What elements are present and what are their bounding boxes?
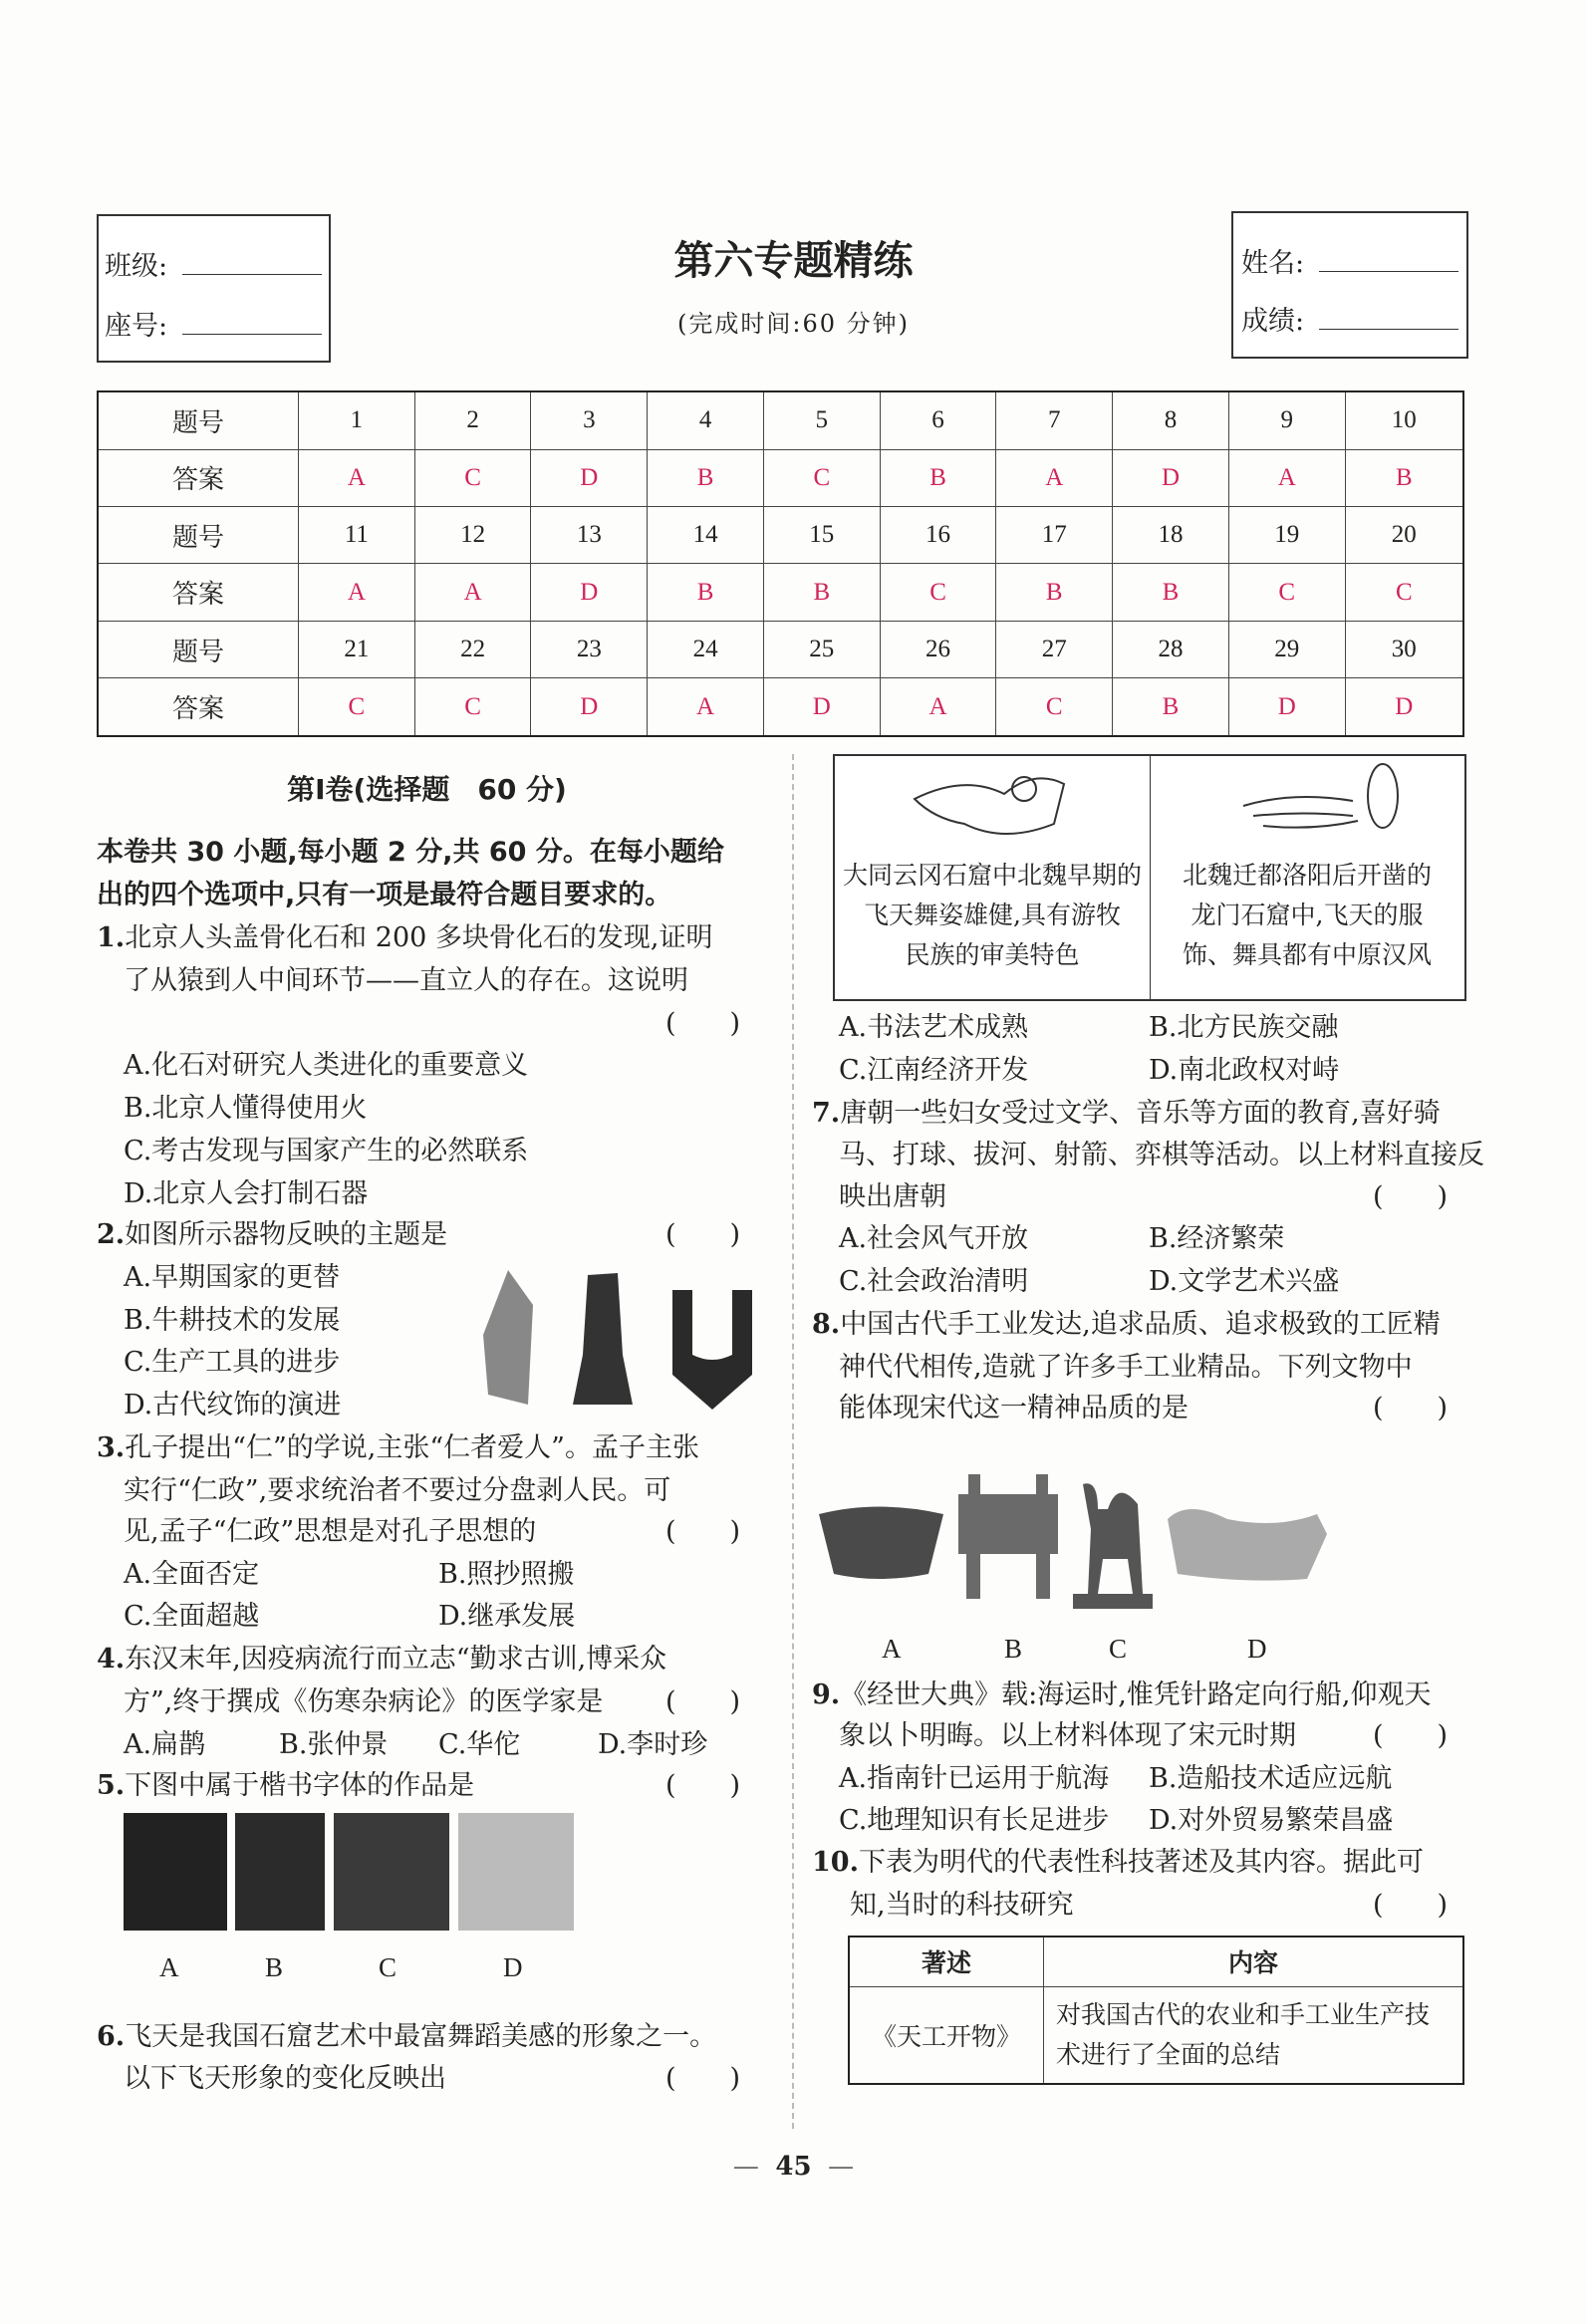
answer-cell: D bbox=[531, 564, 648, 621]
option-b: B.照抄照搬 bbox=[438, 1559, 575, 1590]
question-number-cell: 22 bbox=[414, 621, 531, 677]
answer-cell: D bbox=[1228, 678, 1345, 736]
question-number-cell: 12 bbox=[414, 507, 531, 564]
question-number: 4. bbox=[97, 1644, 126, 1675]
option-a: A.书法艺术成熟 bbox=[839, 1012, 1029, 1043]
score-field[interactable] bbox=[1319, 329, 1458, 330]
row-header-answer: 答案 bbox=[98, 678, 299, 736]
question-text: 下图中属于楷书字体的作品是 bbox=[125, 1770, 475, 1801]
tech-works-table bbox=[848, 1936, 1464, 2085]
question-number-row bbox=[98, 507, 1463, 564]
question-number-cell: 18 bbox=[1113, 507, 1229, 564]
answer-cell: B bbox=[996, 564, 1113, 621]
question-text: 飞天是我国石窟艺术中最富舞蹈美感的形象之一。 bbox=[125, 2021, 717, 2052]
question-4 bbox=[97, 1640, 666, 1679]
question-text: 象以卜明晦。以上材料体现了宋元时期 bbox=[839, 1720, 1296, 1751]
question-5 bbox=[97, 1766, 474, 1806]
page-number-value: 45 bbox=[775, 2152, 812, 2182]
flying-apsaras-figure bbox=[833, 754, 1466, 1001]
figure-caption-left: 飞天舞姿雄健,具有游牧 bbox=[864, 901, 1121, 929]
question-number-cell: 10 bbox=[1345, 391, 1463, 449]
option-d: D.北京人会打制石器 bbox=[124, 1178, 369, 1209]
question-number-cell: 6 bbox=[880, 391, 996, 449]
answer-cell: C bbox=[414, 449, 531, 506]
question-7 bbox=[812, 1094, 1441, 1134]
image-caption: A bbox=[159, 1952, 179, 1982]
calligraphy-image-c bbox=[334, 1813, 449, 1931]
question-number: 1. bbox=[97, 922, 126, 953]
answer-blank[interactable]: ( ) bbox=[665, 2063, 741, 2094]
question-number-cell: 11 bbox=[299, 507, 415, 564]
option-d: D.李时珍 bbox=[598, 1729, 708, 1760]
answer-blank[interactable]: ( ) bbox=[1373, 1181, 1449, 1212]
question-number: 10. bbox=[812, 1847, 859, 1878]
question-number: 7. bbox=[812, 1098, 841, 1129]
answer-row bbox=[98, 564, 1463, 621]
seat-label: 座号: bbox=[105, 311, 168, 342]
option-a: A.全面否定 bbox=[124, 1559, 260, 1590]
porcelain-pillow-image bbox=[1168, 1509, 1327, 1581]
question-text: 马、打球、拔河、射箭、弈棋等活动。以上材料直接反 bbox=[839, 1140, 1484, 1170]
answer-cell: A bbox=[299, 564, 415, 621]
answer-cell: A bbox=[414, 564, 531, 621]
answer-blank[interactable]: ( ) bbox=[1373, 1720, 1449, 1751]
figure-caption-right: 龙门石窟中,飞天的服 bbox=[1190, 901, 1424, 929]
question-number-cell: 30 bbox=[1345, 621, 1463, 677]
section-heading: 第Ⅰ卷(选择题 60 分) bbox=[287, 773, 567, 806]
answer-blank[interactable]: ( ) bbox=[665, 1008, 741, 1039]
option-b: B.张仲景 bbox=[279, 1729, 389, 1760]
question-text: 以下飞天形象的变化反映出 bbox=[124, 2063, 446, 2094]
answer-cell: C bbox=[299, 678, 415, 736]
answer-cell: A bbox=[648, 678, 764, 736]
question-number-cell: 3 bbox=[531, 391, 648, 449]
class-label: 班级: bbox=[105, 251, 168, 282]
figure-caption-left: 大同云冈石窟中北魏早期的 bbox=[842, 861, 1142, 890]
question-number-cell: 27 bbox=[996, 621, 1113, 677]
question-number-cell: 21 bbox=[299, 621, 415, 677]
answer-cell: A bbox=[1228, 449, 1345, 506]
answer-cell: D bbox=[763, 678, 880, 736]
artifact-images bbox=[809, 1449, 1496, 1629]
question-number-cell: 16 bbox=[880, 507, 996, 564]
question-6 bbox=[97, 2017, 716, 2057]
question-number: 2. bbox=[97, 1219, 126, 1250]
answer-cell: B bbox=[648, 449, 764, 506]
question-2 bbox=[97, 1215, 447, 1255]
answer-cell: A bbox=[996, 449, 1113, 506]
answer-cell: B bbox=[648, 564, 764, 621]
question-number-cell: 5 bbox=[763, 391, 880, 449]
option-c: C.生产工具的进步 bbox=[124, 1347, 341, 1378]
image-caption: D bbox=[503, 1952, 523, 1982]
page-title: 第六专题精练 bbox=[673, 237, 914, 284]
table-cell-content: 对我国古代的农业和手工业生产技术进行了全面的总结 bbox=[1044, 1986, 1464, 2084]
answer-cell: D bbox=[1345, 678, 1463, 736]
question-number-cell: 2 bbox=[414, 391, 531, 449]
question-number-cell: 29 bbox=[1228, 621, 1345, 677]
figure-caption-right: 北魏迁都洛阳后开凿的 bbox=[1182, 861, 1432, 890]
question-number-cell: 23 bbox=[531, 621, 648, 677]
question-number-cell: 20 bbox=[1345, 507, 1463, 564]
question-8 bbox=[812, 1305, 1441, 1345]
answer-cell: C bbox=[996, 678, 1113, 736]
option-b: B.北方民族交融 bbox=[1149, 1012, 1339, 1043]
answer-cell: D bbox=[531, 678, 648, 736]
option-c: C.考古发现与国家产生的必然联系 bbox=[124, 1136, 529, 1166]
answer-cell: C bbox=[414, 678, 531, 736]
answer-cell: B bbox=[880, 449, 996, 506]
option-a: A.指南针已运用于航海 bbox=[839, 1763, 1110, 1794]
answer-table bbox=[97, 390, 1464, 737]
calligraphy-image-b bbox=[235, 1813, 325, 1931]
option-d: D.对外贸易繁荣昌盛 bbox=[1149, 1805, 1394, 1836]
answer-cell: C bbox=[763, 449, 880, 506]
question-number-cell: 9 bbox=[1228, 391, 1345, 449]
question-number-cell: 24 bbox=[648, 621, 764, 677]
question-number: 9. bbox=[812, 1679, 841, 1710]
row-header-answer: 答案 bbox=[98, 564, 299, 621]
row-header-question: 题号 bbox=[98, 621, 299, 677]
answer-cell: C bbox=[1228, 564, 1345, 621]
figure-caption-left: 民族的审美特色 bbox=[905, 940, 1080, 969]
answer-row bbox=[98, 678, 1463, 736]
answer-cell: A bbox=[880, 678, 996, 736]
question-number-cell: 26 bbox=[880, 621, 996, 677]
answer-blank[interactable]: ( ) bbox=[1373, 1890, 1449, 1921]
question-number-cell: 14 bbox=[648, 507, 764, 564]
question-text: 下表为明代的代表性科技著述及其内容。据此可 bbox=[858, 1847, 1424, 1878]
option-b: B.造船技术适应远航 bbox=[1149, 1763, 1393, 1794]
question-number-cell: 4 bbox=[648, 391, 764, 449]
image-caption: A bbox=[882, 1634, 902, 1664]
longmen-apsara-drawing bbox=[1233, 761, 1413, 851]
section-intro: 出的四个选项中,只有一项是最符合题目要求的。 bbox=[97, 880, 672, 910]
time-limit: (完成时间:60 分钟) bbox=[677, 310, 910, 338]
name-label: 姓名: bbox=[1241, 248, 1305, 279]
row-header-question: 题号 bbox=[98, 391, 299, 449]
image-caption: C bbox=[1109, 1634, 1128, 1664]
question-number: 5. bbox=[97, 1770, 126, 1801]
name-score-box bbox=[1231, 211, 1468, 359]
answer-cell: D bbox=[531, 449, 648, 506]
answer-cell: C bbox=[880, 564, 996, 621]
answer-blank[interactable]: ( ) bbox=[1373, 1393, 1449, 1423]
answer-row bbox=[98, 449, 1463, 506]
question-text: 北京人头盖骨化石和 200 多块骨化石的发现,证明 bbox=[125, 922, 713, 953]
name-field[interactable] bbox=[1319, 271, 1458, 272]
answer-blank[interactable]: ( ) bbox=[665, 1516, 741, 1547]
page-number: — 45 — bbox=[732, 2152, 855, 2182]
iron-plough-image bbox=[672, 1290, 752, 1410]
answer-blank[interactable]: ( ) bbox=[665, 1686, 741, 1717]
question-10 bbox=[812, 1843, 1424, 1883]
question-text: 了从猿到人中间环节——直立人的存在。这说明 bbox=[124, 965, 688, 996]
question-number-cell: 17 bbox=[996, 507, 1113, 564]
question-text: 东汉末年,因疫病流行而立志“勤求古训,博采众 bbox=[125, 1644, 667, 1675]
option-a: A.化石对研究人类进化的重要意义 bbox=[124, 1050, 529, 1081]
question-3 bbox=[97, 1428, 699, 1468]
section-intro: 本卷共 30 小题,每小题 2 分,共 60 分。在每小题给 bbox=[97, 837, 724, 868]
option-b: B.北京人懂得使用火 bbox=[124, 1093, 368, 1124]
question-number-cell: 25 bbox=[763, 621, 880, 677]
question-number-cell: 7 bbox=[996, 391, 1113, 449]
question-text: 如图所示器物反映的主题是 bbox=[125, 1219, 448, 1250]
question-text: 能体现宋代这一精神品质的是 bbox=[839, 1393, 1189, 1423]
question-number-cell: 1 bbox=[299, 391, 415, 449]
figure-caption-right: 饰、舞具都有中原汉风 bbox=[1182, 940, 1432, 969]
camel-figurine-image bbox=[1073, 1483, 1153, 1609]
option-d: D.文学艺术兴盛 bbox=[1149, 1266, 1340, 1297]
question-text: 知,当时的科技研究 bbox=[850, 1890, 1074, 1921]
option-d: D.南北政权对峙 bbox=[1149, 1055, 1340, 1086]
table-cell-book: 《天工开物》 bbox=[849, 1986, 1044, 2084]
option-b: B.经济繁荣 bbox=[1149, 1223, 1285, 1254]
table-header: 著述 bbox=[849, 1937, 1044, 1986]
answer-cell: C bbox=[1345, 564, 1463, 621]
image-caption: D bbox=[1247, 1634, 1267, 1664]
question-number-cell: 8 bbox=[1113, 391, 1229, 449]
stone-basin-image bbox=[819, 1507, 943, 1580]
question-text: 见,孟子“仁政”思想是对孔子思想的 bbox=[124, 1516, 537, 1547]
bronze-ding-image bbox=[958, 1474, 1058, 1599]
option-d: D.继承发展 bbox=[438, 1601, 576, 1632]
stone-tool-image bbox=[483, 1270, 533, 1405]
option-c: C.江南经济开发 bbox=[839, 1055, 1029, 1086]
question-text: 孔子提出“仁”的学说,主张“仁者爱人”。孟子主张 bbox=[125, 1432, 699, 1463]
question-number-cell: 15 bbox=[763, 507, 880, 564]
answer-cell: B bbox=[1113, 564, 1229, 621]
question-number-cell: 19 bbox=[1228, 507, 1345, 564]
question-1 bbox=[97, 918, 712, 958]
option-a: A.扁鹊 bbox=[124, 1729, 206, 1760]
answer-cell: D bbox=[1113, 449, 1229, 506]
option-a: A.早期国家的更替 bbox=[124, 1262, 341, 1293]
option-c: C.华佗 bbox=[438, 1729, 521, 1760]
option-d: D.古代纹饰的演进 bbox=[124, 1390, 342, 1420]
answer-blank[interactable]: ( ) bbox=[665, 1770, 741, 1801]
question-number-row bbox=[98, 391, 1463, 449]
row-header-question: 题号 bbox=[98, 507, 299, 564]
stone-tool-images bbox=[478, 1265, 757, 1415]
table-header: 内容 bbox=[1044, 1937, 1464, 1986]
question-9 bbox=[812, 1676, 1431, 1715]
question-number-row bbox=[98, 621, 1463, 677]
question-text: 实行“仁政”,要求统治者不要过分盘剥人民。可 bbox=[124, 1475, 671, 1506]
option-c: C.地理知识有长足进步 bbox=[839, 1805, 1110, 1836]
bronze-tool-image bbox=[573, 1273, 633, 1405]
image-caption: C bbox=[379, 1952, 397, 1982]
option-c: C.全面超越 bbox=[124, 1601, 260, 1632]
question-text: 中国古代手工业发达,追求品质、追求极致的工匠精 bbox=[840, 1309, 1441, 1340]
answer-cell: B bbox=[763, 564, 880, 621]
question-number-cell: 28 bbox=[1113, 621, 1229, 677]
option-c: C.社会政治清明 bbox=[839, 1266, 1029, 1297]
answer-cell: B bbox=[1345, 449, 1463, 506]
question-text: 方”,终于撰成《伤寒杂病论》的医学家是 bbox=[124, 1686, 604, 1717]
option-a: A.社会风气开放 bbox=[839, 1223, 1029, 1254]
image-caption: B bbox=[1004, 1634, 1023, 1664]
question-text: 唐朝一些妇女受过文学、音乐等方面的教育,喜好骑 bbox=[840, 1098, 1441, 1129]
question-number-cell: 13 bbox=[531, 507, 648, 564]
question-text: 映出唐朝 bbox=[839, 1181, 946, 1212]
score-label: 成绩: bbox=[1241, 306, 1305, 337]
question-text: 《经世大典》载:海运时,惟凭针路定向行船,仰观天 bbox=[840, 1679, 1432, 1710]
answer-blank[interactable]: ( ) bbox=[665, 1219, 741, 1250]
calligraphy-image-a bbox=[124, 1813, 227, 1931]
option-b: B.牛耕技术的发展 bbox=[124, 1305, 341, 1336]
yungang-apsara-drawing bbox=[905, 764, 1084, 849]
image-caption: B bbox=[265, 1952, 284, 1982]
answer-cell: A bbox=[299, 449, 415, 506]
answer-cell: B bbox=[1113, 678, 1229, 736]
question-text: 神代代相传,造就了许多手工业精品。下列文物中 bbox=[839, 1352, 1413, 1383]
column-divider bbox=[792, 754, 794, 2129]
question-number: 6. bbox=[97, 2021, 126, 2052]
question-number: 3. bbox=[97, 1432, 126, 1463]
calligraphy-image-d bbox=[458, 1813, 574, 1931]
question-number: 8. bbox=[812, 1309, 841, 1340]
row-header-answer: 答案 bbox=[98, 449, 299, 506]
